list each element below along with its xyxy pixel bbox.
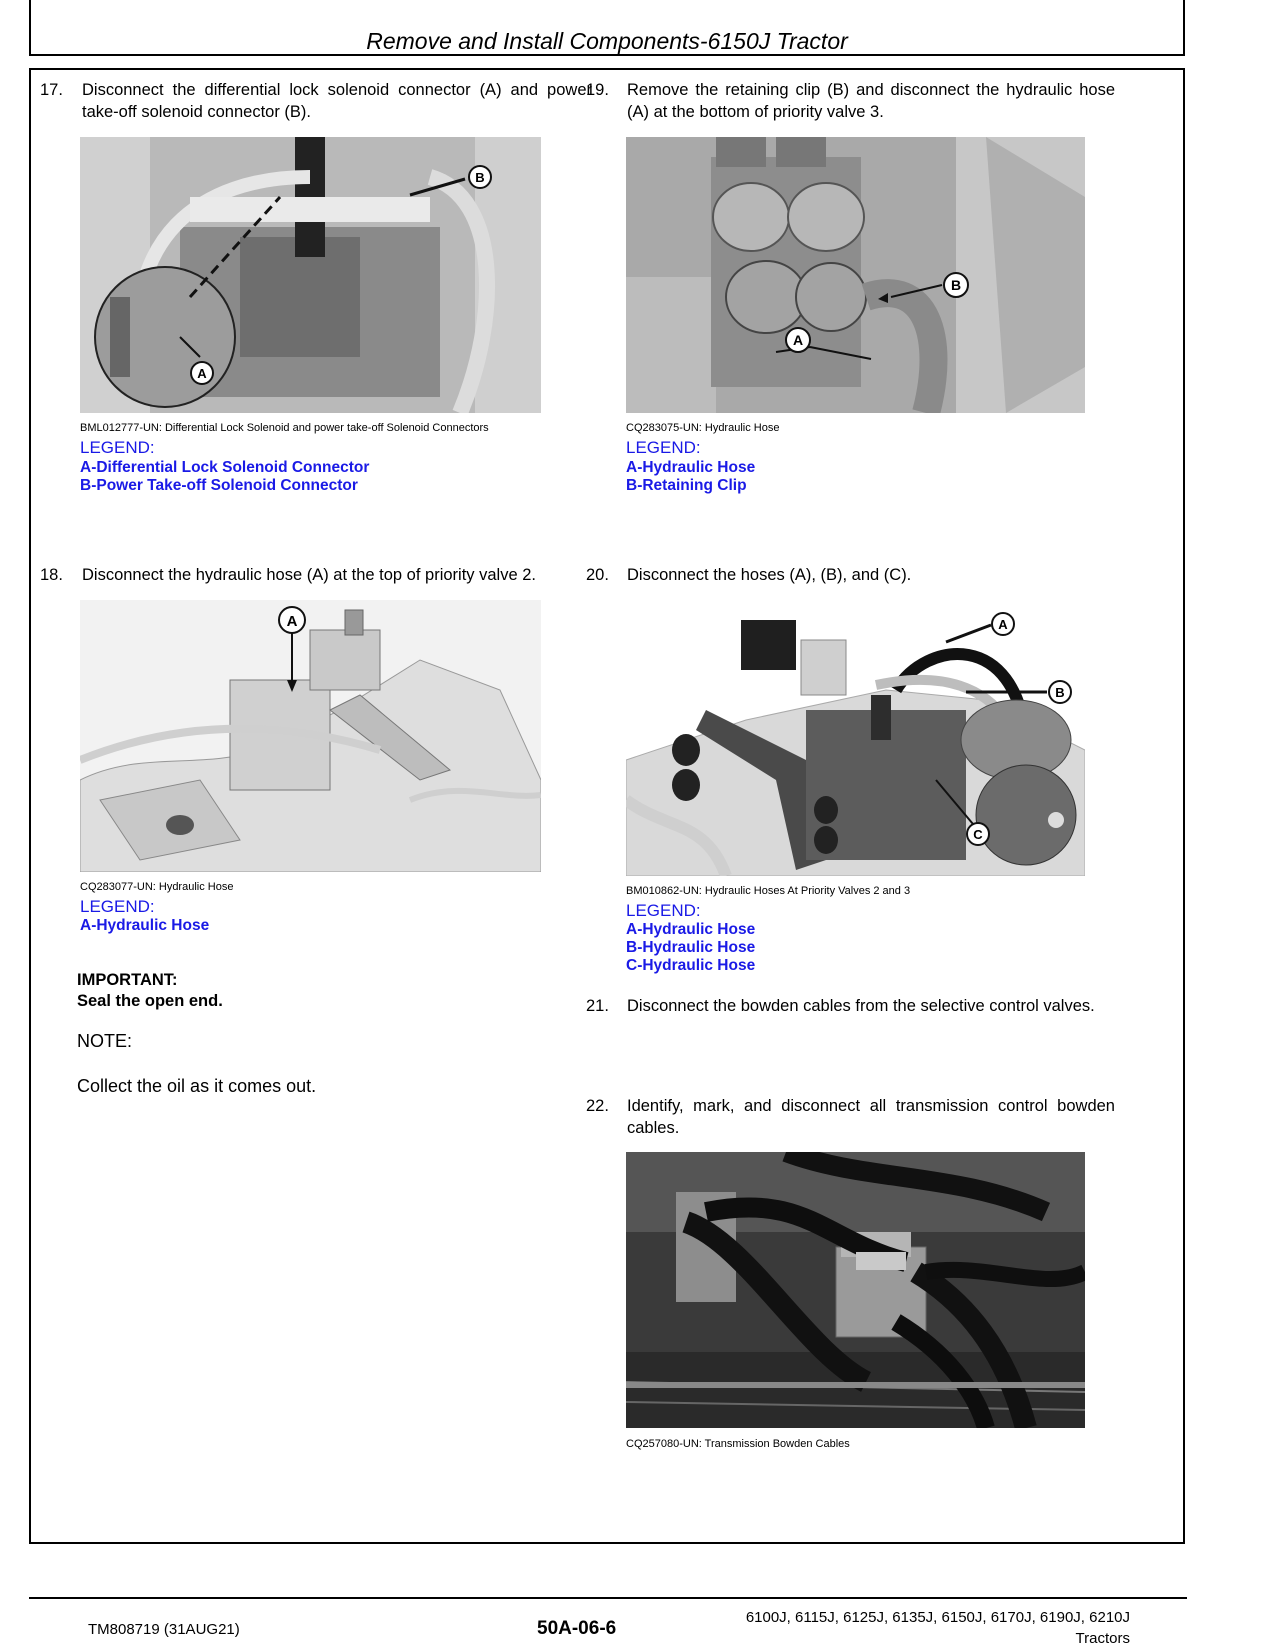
step-text: Remove the retaining clip (B) and disconnect the hydraulic hose (A) at the bottom of priority valve 3.: [627, 81, 1115, 121]
step-number: 22.: [586, 1097, 609, 1115]
step-17: [40, 79, 600, 125]
step-number: 19.: [586, 81, 609, 99]
step-text: Identify, mark, and disconnect all transmission control bowden cables.: [627, 1097, 1115, 1137]
figure-caption: BML012777-UN: Differential Lock Solenoid and power take-off Solenoid Connectors: [80, 422, 489, 434]
step-text: Disconnect the bowden cables from the selective control valves.: [627, 997, 1095, 1015]
callout-a: A: [792, 332, 804, 348]
step-text: Disconnect the hydraulic hose (A) at the top of priority valve 2.: [82, 566, 536, 584]
callout-a: A: [286, 613, 298, 630]
footer-category: Tractors: [1075, 1630, 1130, 1647]
callout-a: A: [998, 617, 1008, 632]
legend-item: A-Differential Lock Solenoid Connector: [80, 459, 370, 476]
step-22: [586, 1095, 1146, 1141]
photo-differential-lock-connectors: [80, 137, 541, 413]
legend-title: LEGEND:: [626, 438, 701, 457]
footer-page-number: 50A-06-6: [537, 1618, 617, 1639]
callout-b: B: [1055, 685, 1065, 700]
legend-title: LEGEND:: [80, 438, 155, 457]
step-text: Disconnect the hoses (A), (B), and (C).: [627, 566, 912, 584]
legend-item: B-Retaining Clip: [626, 477, 747, 494]
photo-transmission-bowden-cables: [626, 1152, 1085, 1428]
step-text: Disconnect the differential lock solenoid connector (A) and power take-off solenoid connector (B).: [82, 81, 592, 121]
step-number: 20.: [586, 566, 609, 584]
step-number: 21.: [586, 997, 609, 1015]
figure-caption: CQ283075-UN: Hydraulic Hose: [626, 422, 780, 434]
figure-caption: BM010862-UN: Hydraulic Hoses At Priority Valves 2 and 3: [626, 885, 911, 897]
callout-c: C: [973, 827, 983, 842]
step-21: [586, 995, 1146, 1041]
legend-item: B-Hydraulic Hose: [626, 939, 756, 956]
step-18: [40, 564, 600, 588]
photo-retaining-clip: [626, 137, 1085, 413]
note-text: Collect the oil as it comes out.: [77, 1076, 317, 1096]
callout-a: A: [197, 366, 207, 381]
callout-b: B: [950, 277, 962, 293]
legend-item: B-Power Take-off Solenoid Connector: [80, 477, 358, 494]
page-header: [29, 0, 1185, 56]
footer-model-list: 6100J, 6115J, 6125J, 6135J, 6150J, 6170J, 6190J, 6210J: [745, 1609, 1130, 1626]
photo-priority-valve-hoses: [626, 600, 1085, 876]
footer-models: [700, 1607, 1130, 1649]
legend-item: A-Hydraulic Hose: [626, 921, 756, 938]
legend-title: LEGEND:: [626, 901, 701, 920]
figure-caption: CQ283077-UN: Hydraulic Hose: [80, 881, 234, 893]
footer-doc-id: TM808719 (31AUG21): [88, 1621, 240, 1638]
step-19: [586, 79, 1146, 125]
legend-title: LEGEND:: [80, 897, 155, 916]
photo-hydraulic-hose-valve-2: [80, 600, 541, 872]
step-number: 18.: [40, 566, 63, 584]
important-label: IMPORTANT:: [77, 971, 178, 989]
legend-item: A-Hydraulic Hose: [626, 459, 756, 476]
note-label: NOTE:: [77, 1031, 133, 1051]
callout-b: B: [475, 170, 485, 185]
legend-item: C-Hydraulic Hose: [626, 957, 756, 974]
important-text: Seal the open end.: [77, 992, 223, 1010]
step-20: [586, 564, 1146, 588]
footer-divider: [29, 1597, 1187, 1599]
page-title: Remove and Install Components-6150J Tractor: [366, 28, 848, 54]
figure-caption: CQ257080-UN: Transmission Bowden Cables: [626, 1438, 850, 1450]
step-number: 17.: [40, 81, 63, 99]
legend-item: A-Hydraulic Hose: [80, 917, 210, 934]
